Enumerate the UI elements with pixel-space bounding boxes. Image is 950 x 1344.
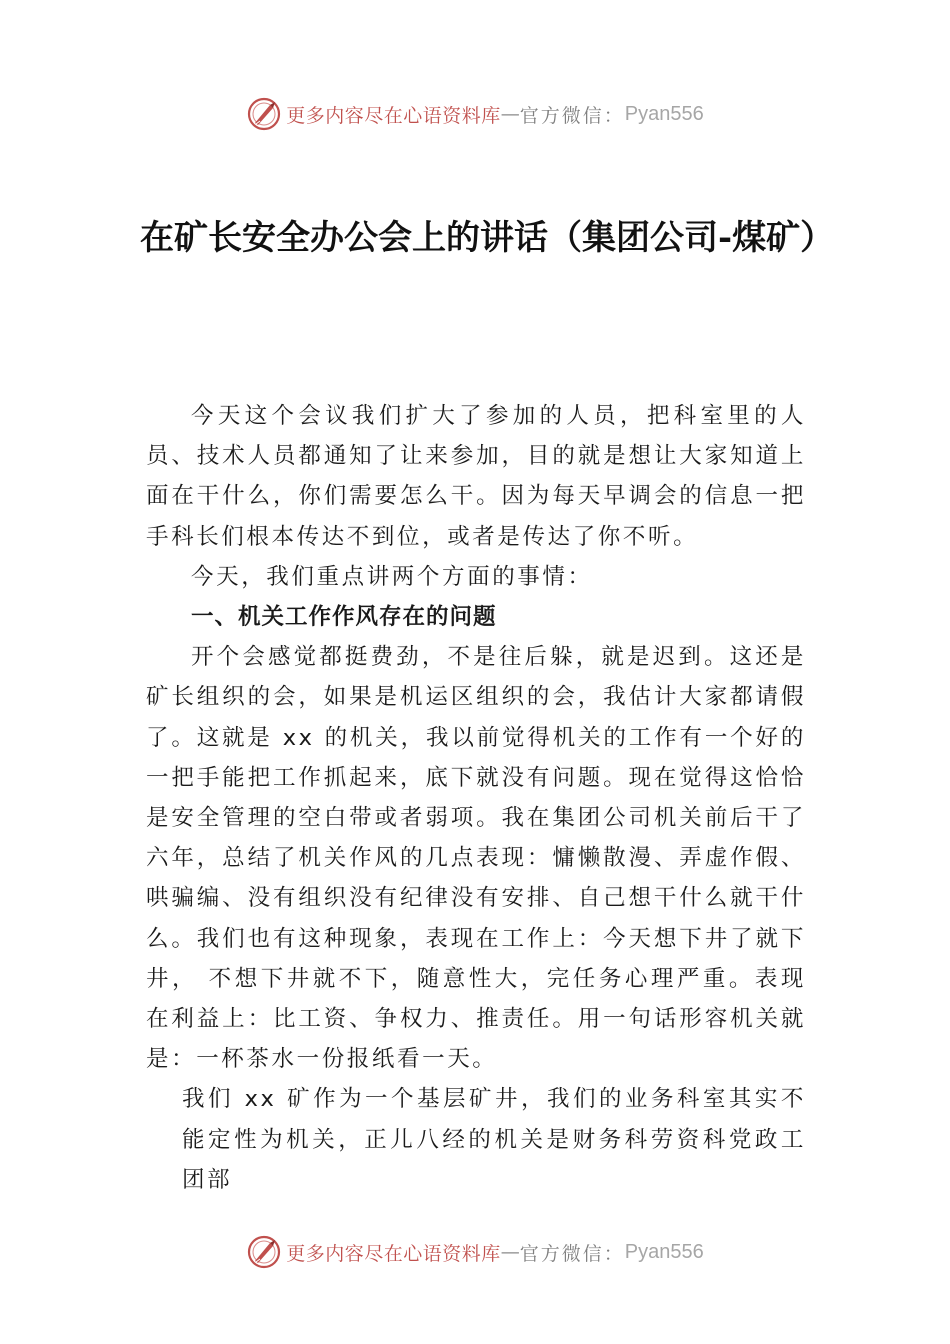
banner-slogan: 更多内容尽在心语资料库: [286, 1242, 501, 1265]
document-title: 在矿长安全办公会上的讲话（集团公司-煤矿）: [140, 218, 835, 258]
paragraph: 开个会感觉都挺费劲，不是往后躲，就是迟到。这还是矿长组织的会，如果是机运区组织的会，我估计大家都请假了。这就是 xx 的机关，我以前觉得机关的工作有一个好的一把手能把工作抓起来，底下就没有问题。现在觉得这恰恰是安全管理的空白带或者弱项。我在集团公司机关前后干了六年，总结了机关作风的几点表现：慵懒散漫、弄虚作假、哄骗编、没有组织没有纪律没有安排、自己想干什么就干什么。我们也有这种现象，表现在工作上：今天想下井了就下井， 不想下井就不下，随意性大，完任务心理严重。表现在利益上：比工资、争权力、推责任。用一句话形容机关就是：一杯茶水一份报纸看一天。: [146, 644, 806, 1073]
footer-banner: [0, 1232, 950, 1272]
paragraph: 今天这个会议我们扩大了参加的人员，把科室里的人员、技术人员都通知了让来参加，目的就是想让大家知道上面在干什么，你们需要怎么干。因为每天早调会的信息一把手科长们根本传达不到位，或者是传达了你不听。: [146, 403, 806, 550]
banner-wechat-id: Pyan556: [624, 102, 704, 125]
banner-separator: —: [500, 103, 520, 125]
banner-wechat-label: 官方微信：: [519, 1242, 625, 1265]
header-banner: [0, 94, 950, 134]
banner-separator: —: [500, 1241, 520, 1263]
banner-slogan: 更多内容尽在心语资料库: [286, 104, 501, 127]
document-body: [146, 396, 806, 1200]
banner-wechat-id: Pyan556: [624, 1240, 704, 1263]
pen-feather-logo-icon: [246, 96, 282, 132]
paragraph: 我们 xx 矿作为一个基层矿井，我们的业务科室其实不能定性为机关，正儿八经的机关是财务科劳资科党政工团部: [182, 1086, 806, 1193]
banner-wechat-label: 官方微信：: [519, 104, 625, 127]
section-heading: 一、机关工作作风存在的问题: [191, 604, 497, 631]
pen-feather-logo-icon: [246, 1234, 282, 1270]
paragraph: 今天，我们重点讲两个方面的事情：: [191, 563, 593, 590]
